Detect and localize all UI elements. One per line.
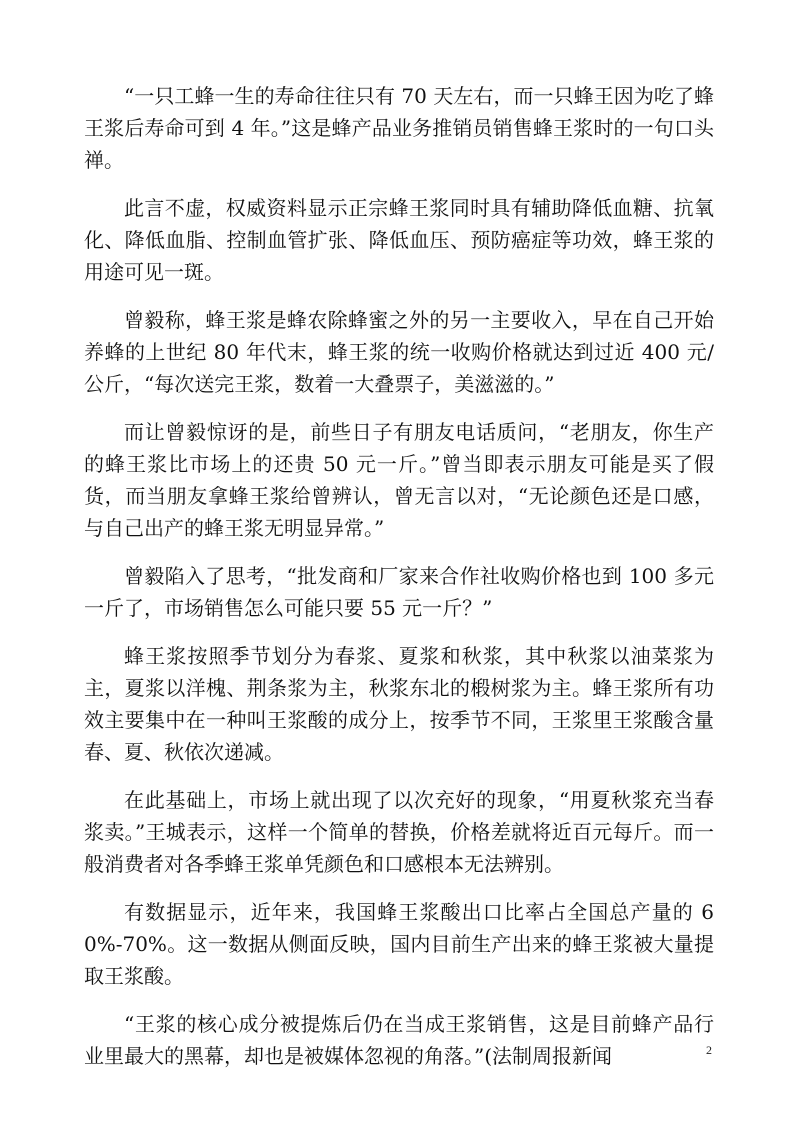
paragraph-6: 蜂王浆按照季节划分为春浆、夏浆和秋浆，其中秋浆以油菜浆为主，夏浆以洋槐、荆条浆为主，秋浆东北的椴树浆为主。蜂王浆所有功效主要集中在一种叫王浆酸的成分上，按季节不同，王浆里王浆酸含量春、夏、秋依次递减。 [84, 644, 714, 764]
paragraph-7: 在此基础上，市场上就出现了以次充好的现象，“用夏秋浆充当春浆卖。”王城表示，这样一个简单的替换，价格差就将近百元每斤。而一般消费者对各季蜂王浆单凭颜色和口感根本无法辨别。 [84, 788, 714, 876]
article-body [84, 80, 714, 1088]
paragraph-8: 有数据显示，近年来，我国蜂王浆酸出口比率占全国总产量的 60%-70%。这一数据从侧面反映，国内目前生产出来的蜂王浆被大量提取王浆酸。 [84, 900, 714, 988]
paragraph-5: 曾毅陷入了思考，“批发商和厂家来合作社收购价格也到 100 多元一斤了，市场销售怎么可能只要 55 元一斤？” [84, 564, 714, 620]
page-number: 2 [706, 1043, 712, 1057]
paragraph-4: 而让曾毅惊讶的是，前些日子有朋友电话质问，“老朋友，你生产的蜂王浆比市场上的还贵 50 元一斤。”曾当即表示朋友可能是买了假货，而当朋友拿蜂王浆给曾辨认，曾无言以对，“无论颜色还是口感，与自己出产的蜂王浆无明显异常。” [84, 420, 714, 540]
paragraph-1: “一只工蜂一生的寿命往往只有 70 天左右，而一只蜂王因为吃了蜂王浆后寿命可到 4 年。”这是蜂产品业务推销员销售蜂王浆时的一句口头禅。 [84, 84, 714, 172]
paragraph-3: 曾毅称，蜂王浆是蜂农除蜂蜜之外的另一主要收入，早在自己开始养蜂的上世纪 80 年代末，蜂王浆的统一收购价格就达到过近 400 元/公斤，“每次送完王浆，数着一大叠票子，美滋滋的。” [84, 308, 714, 396]
paragraph-9: “王浆的核心成分被提炼后仍在当成王浆销售，这是目前蜂产品行业里最大的黑幕，却也是被媒体忽视的角落。”(法制周报新闻 [84, 1012, 714, 1068]
paragraph-2: 此言不虚，权威资料显示正宗蜂王浆同时具有辅助降低血糖、抗氧化、降低血脂、控制血管扩张、降低血压、预防癌症等功效，蜂王浆的用途可见一斑。 [84, 196, 714, 284]
